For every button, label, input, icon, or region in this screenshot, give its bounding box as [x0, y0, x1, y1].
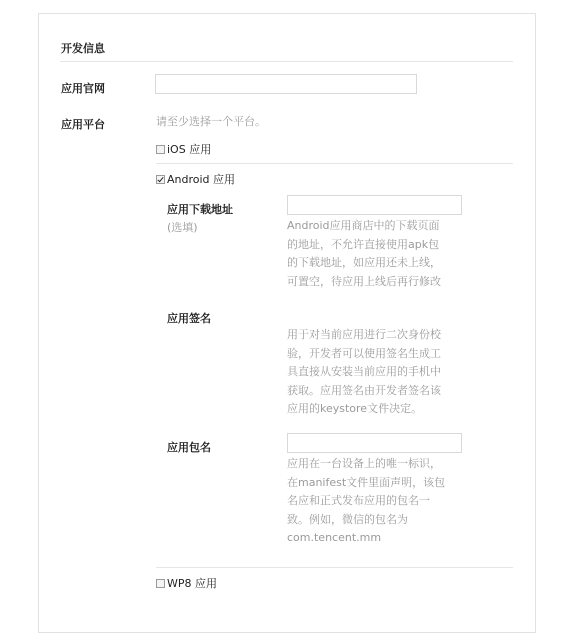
package-name-hint-line: 应用在一台设备上的唯一标识， [287, 457, 441, 470]
package-name-label: 应用包名 [167, 441, 211, 454]
download-url-input[interactable] [287, 195, 462, 215]
website-label: 应用官网 [61, 82, 105, 95]
download-url-optional-note: (选填) [167, 221, 198, 234]
android-checkbox[interactable] [156, 175, 165, 184]
wp8-platform-option[interactable] [156, 575, 217, 591]
android-divider [156, 567, 513, 568]
download-url-hint-line: 可置空，待应用上线后再行修改 [287, 274, 441, 288]
signature-hint-line: 获取。应用签名由开发者签名该 [287, 383, 441, 397]
section-title: 开发信息 [61, 42, 105, 55]
download-url-hint-line: 的下载地址，如应用还未上线， [287, 256, 441, 269]
website-input[interactable] [155, 74, 417, 94]
download-url-label: 应用下载地址 [167, 203, 233, 216]
download-url-hint-line: Android应用商店中的下载页面 [287, 219, 440, 232]
platform-label: 应用平台 [61, 118, 105, 131]
signature-hint-line: 具直接从安装当前应用的手机中 [287, 365, 441, 378]
ios-checkbox[interactable] [156, 145, 165, 154]
platform-hint: 请至少选择一个平台。 [156, 115, 266, 128]
package-name-input[interactable] [287, 433, 462, 453]
package-name-hint [287, 455, 445, 548]
ios-platform-option[interactable] [156, 141, 211, 157]
signature-hint-line: 验，开发者可以使用签名生成工 [287, 346, 441, 360]
ios-label: iOS 应用 [167, 143, 212, 156]
package-name-hint-line: 致。例如，微信的包名为 [287, 512, 408, 526]
signature-hint-line: 用于对当前应用进行二次身份校 [287, 328, 441, 341]
android-label: Android 应用 [167, 173, 236, 186]
wp8-checkbox[interactable] [156, 579, 165, 588]
ios-divider [156, 163, 513, 164]
package-name-hint-line: 名应和正式发布应用的包名一 [287, 494, 430, 507]
android-platform-option[interactable] [156, 171, 235, 187]
wp8-label: WP8 应用 [167, 577, 218, 590]
signature-hint [287, 326, 441, 419]
signature-label: 应用签名 [167, 312, 211, 325]
signature-hint-line: 应用的keystore文件决定。 [287, 402, 423, 415]
package-name-hint-line: 在manifest文件里面声明，该包 [287, 475, 446, 489]
download-url-hint-line: 的地址，不允许直接使用apk包 [287, 237, 440, 251]
download-url-hint [287, 217, 441, 291]
section-divider [60, 61, 513, 62]
package-name-hint-line: com.tencent.mm [287, 531, 382, 544]
